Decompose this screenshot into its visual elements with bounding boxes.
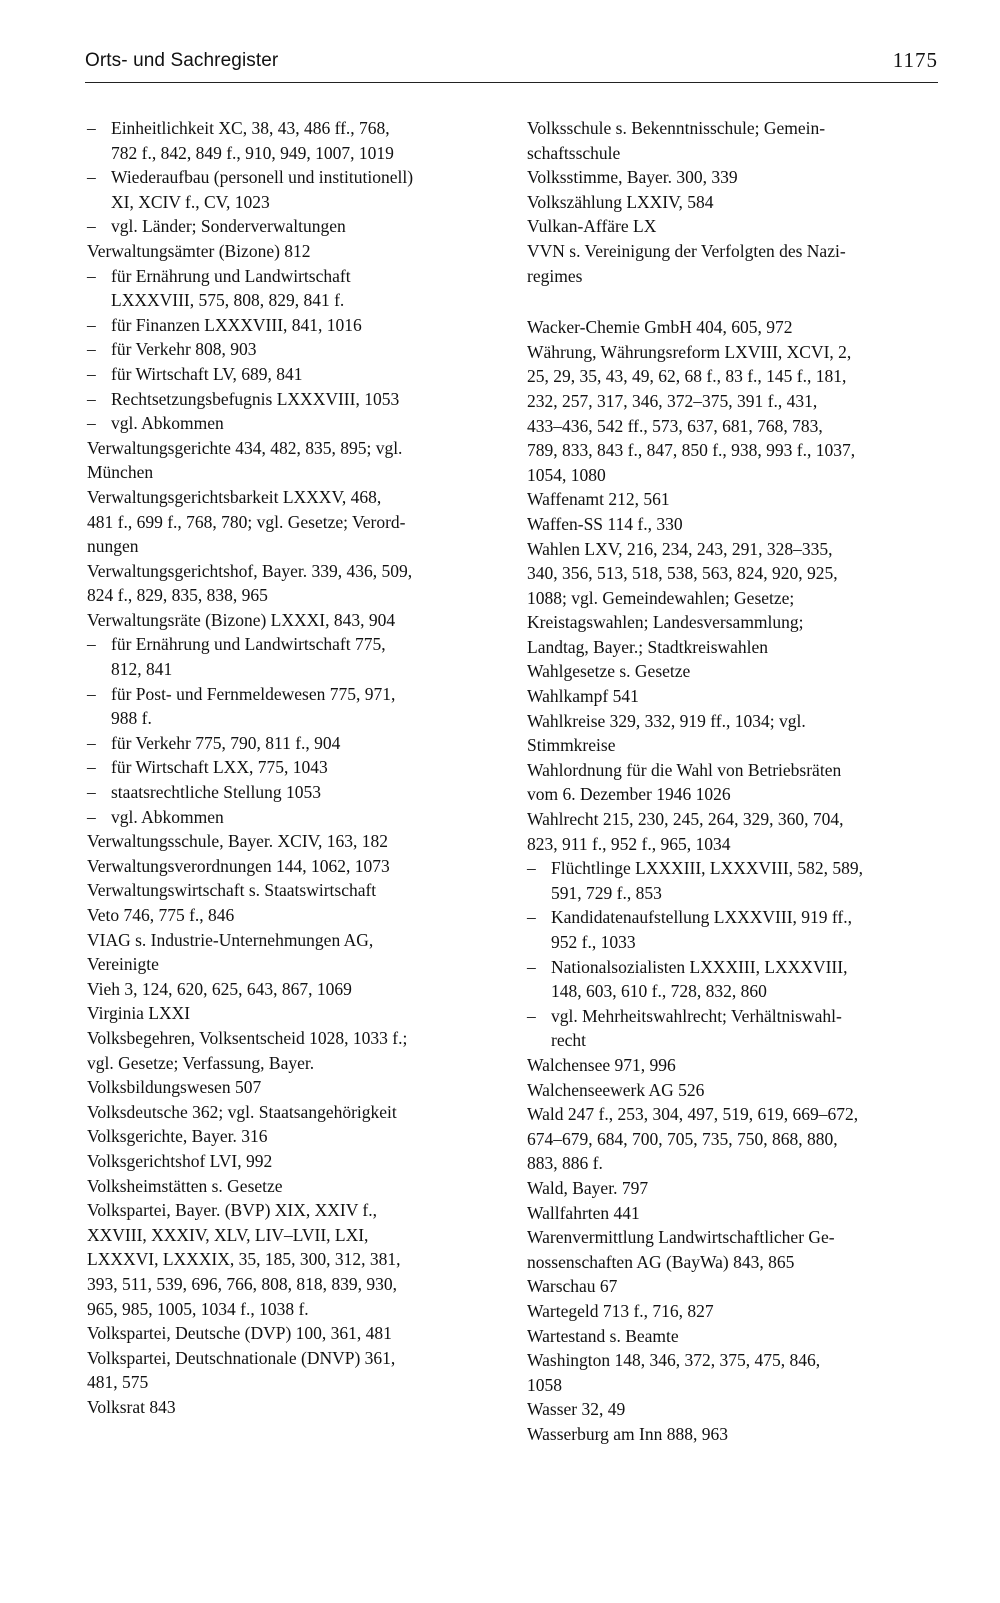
subentry-dash: – [87, 683, 96, 704]
index-entry-line: 823, 911 f., 952 f., 965, 1034 [527, 833, 731, 854]
index-entry-line: – Kandidatenaufstellung LXXXVIII, 919 ff., [551, 905, 942, 930]
index-entry-line: Wahlkreise 329, 332, 919 ff., 1034; vgl. [527, 710, 806, 731]
index-entry-line: Wasser 32, 49 [527, 1399, 626, 1420]
index-entry [87, 1198, 507, 1321]
index-entry-line: XXVIII, XXXIV, XLV, LIV–LVII, LXI, [87, 1224, 369, 1245]
index-entry-line: Warschau 67 [527, 1276, 618, 1297]
index-entry-line: Wahlen LXV, 216, 234, 243, 291, 328–335, [527, 538, 833, 559]
index-entry-line: Stimmkreise [527, 735, 616, 756]
index-entry-line: 674–679, 684, 700, 705, 735, 750, 868, 880, [527, 1128, 838, 1149]
index-entry-line: 824 f., 829, 835, 838, 965 [87, 585, 268, 606]
index-entry [527, 1299, 942, 1324]
index-entry [87, 903, 507, 928]
index-entry-line: regimes [527, 265, 583, 286]
index-entry-line: schaftsschule [527, 142, 621, 163]
index-entry [87, 854, 507, 879]
index-entry-line: Vulkan-Affäre LX [527, 216, 657, 237]
index-entry [527, 190, 942, 215]
index-entry-line: Washington 148, 346, 372, 375, 475, 846, [527, 1350, 821, 1371]
header-rule [85, 82, 938, 83]
index-entry [87, 1149, 507, 1174]
index-entry-line: Verwaltungsgerichtshof, Bayer. 339, 436, 509, [87, 560, 413, 581]
index-entry-line: 883, 886 f. [527, 1153, 603, 1174]
index-entry [527, 758, 942, 807]
index-entry-line: 965, 985, 1005, 1034 f., 1038 f. [87, 1298, 309, 1319]
subentry-dash: – [87, 806, 96, 827]
index-entry-line: 1088; vgl. Gemeindewahlen; Gesetze; [527, 587, 795, 608]
index-entry [527, 1053, 942, 1078]
page-number: 1175 [892, 48, 938, 72]
index-entry-line: – Wiederaufbau (personell und institutionell) [111, 165, 507, 190]
index-entry [527, 659, 942, 684]
subentry-dash: – [87, 265, 96, 286]
letter-section-gap [527, 288, 942, 315]
index-entry-line: Wasserburg am Inn 888, 963 [527, 1423, 728, 1444]
index-entry-line: XI, XCIV f., CV, 1023 [111, 191, 270, 212]
index-entry-line: – Rechtsetzungsbefugnis LXXXVIII, 1053 [111, 387, 507, 412]
index-subentry [87, 362, 507, 387]
index-subentry [87, 116, 507, 165]
index-entry [527, 315, 942, 340]
index-entry-line: – vgl. Abkommen [111, 805, 507, 830]
index-entry [527, 512, 942, 537]
index-entry-line: 952 f., 1033 [551, 932, 636, 952]
index-subentry [87, 214, 507, 239]
index-entry-line: Verwaltungsämter (Bizone) 812 [87, 240, 311, 261]
subentry-dash: – [87, 339, 96, 360]
index-entry-line: – für Wirtschaft LV, 689, 841 [111, 362, 507, 387]
index-entry [87, 559, 507, 608]
subentry-dash: – [527, 1005, 536, 1026]
subentry-dash: – [87, 314, 96, 335]
subentry-dash: – [87, 118, 96, 138]
index-entry-line: Vieh 3, 124, 620, 625, 643, 867, 1069 [87, 978, 352, 999]
subentry-dash: – [87, 757, 96, 778]
index-entry-line: Volksdeutsche 362; vgl. Staatsangehörigkeit [87, 1101, 397, 1122]
index-subentry [87, 805, 507, 830]
index-subentry [87, 387, 507, 412]
index-subentry [87, 632, 507, 681]
index-entry [527, 537, 942, 660]
index-entry [87, 436, 507, 485]
index-entry-line: Volkspartei, Bayer. (BVP) XIX, XXIV f., [87, 1200, 378, 1221]
index-entry [527, 1274, 942, 1299]
index-entry-line: – für Finanzen LXXXVIII, 841, 1016 [111, 313, 507, 338]
index-entry-line: 812, 841 [111, 659, 173, 680]
index-entry [527, 684, 942, 709]
index-entry [87, 1124, 507, 1149]
index-entry-line: – für Verkehr 808, 903 [111, 337, 507, 362]
index-entry-line: Wallfahrten 441 [527, 1202, 640, 1223]
index-entry [87, 1001, 507, 1026]
index-entry [87, 1100, 507, 1125]
index-entry-line: vom 6. Dezember 1946 1026 [527, 784, 731, 805]
index-entry [527, 239, 942, 288]
index-column-left [87, 116, 507, 1419]
index-entry-line: Walchenseewerk AG 526 [527, 1079, 705, 1100]
index-subentry [87, 411, 507, 436]
subentry-dash: – [87, 782, 96, 803]
index-entry-line: 789, 833, 843 f., 847, 850 f., 938, 993 f., 1037, [527, 440, 856, 461]
index-entry-line: Virginia LXXI [87, 1003, 191, 1024]
index-entry-line: Volksstimme, Bayer. 300, 339 [527, 167, 738, 188]
index-entry [87, 928, 507, 977]
index-entry-line: Verwaltungswirtschaft s. Staatswirtschaft [87, 880, 377, 901]
index-subentry [527, 1004, 942, 1053]
index-entry-line: Volksschule s. Bekenntnisschule; Gemein- [527, 118, 826, 138]
index-entry-line: 393, 511, 539, 696, 766, 808, 818, 839, 930, [87, 1273, 397, 1294]
index-subentry [87, 337, 507, 362]
index-entry [87, 1174, 507, 1199]
index-entry [527, 709, 942, 758]
index-entry [527, 116, 942, 165]
index-entry-line: Volkspartei, Deutsche (DVP) 100, 361, 481 [87, 1323, 392, 1344]
index-entry [87, 1075, 507, 1100]
index-subentry [527, 856, 942, 905]
index-subentry [527, 955, 942, 1004]
index-entry-line: Verwaltungsschule, Bayer. XCIV, 163, 182 [87, 831, 389, 852]
index-entry [87, 878, 507, 903]
index-subentry [87, 264, 507, 313]
index-entry [527, 1078, 942, 1103]
index-entry-line: LXXXVIII, 575, 808, 829, 841 f. [111, 290, 345, 311]
index-entry-line: 591, 729 f., 853 [551, 882, 662, 903]
index-entry-line: Waffenamt 212, 561 [527, 489, 670, 510]
index-entry-line: Wald, Bayer. 797 [527, 1177, 649, 1198]
index-entry [527, 1225, 942, 1274]
index-subentry [87, 165, 507, 214]
index-entry [87, 1346, 507, 1395]
index-entry [527, 1324, 942, 1349]
index-entry-line: Verwaltungsverordnungen 144, 1062, 1073 [87, 855, 390, 876]
index-entry [87, 608, 507, 633]
index-entry-line: 232, 257, 317, 346, 372–375, 391 f., 431, [527, 390, 818, 411]
index-entry-line: vgl. Gesetze; Verfassung, Bayer. [87, 1052, 315, 1073]
subentry-dash: – [527, 956, 536, 977]
index-subentry [527, 905, 942, 954]
subentry-dash: – [87, 363, 96, 384]
index-entry-line: Verwaltungsgerichte 434, 482, 835, 895; vgl. [87, 437, 403, 458]
index-entry-line: Volksrat 843 [87, 1396, 176, 1417]
index-entry-line: Wahlgesetze s. Gesetze [527, 661, 691, 682]
index-entry-line: 481, 575 [87, 1372, 149, 1393]
index-entry-line: – staatsrechtliche Stellung 1053 [111, 780, 507, 805]
index-entry-line: Verwaltungsräte (Bizone) LXXXI, 843, 904 [87, 609, 396, 630]
index-entry-line: Volkszählung LXXIV, 584 [527, 191, 714, 212]
index-subentry [87, 731, 507, 756]
index-entry-line: Volksgerichte, Bayer. 316 [87, 1126, 268, 1147]
index-entry-line: nossenschaften AG (BayWa) 843, 865 [527, 1251, 795, 1272]
index-entry-line: nungen [87, 536, 139, 557]
index-entry [87, 977, 507, 1002]
subentry-dash: – [87, 388, 96, 409]
index-column-right [527, 116, 942, 1446]
index-entry [87, 829, 507, 854]
index-entry-line: 1058 [527, 1374, 562, 1395]
index-subentry [87, 755, 507, 780]
index-entry [527, 165, 942, 190]
index-entry-line: Währung, Währungsreform LXVIII, XCVI, 2, [527, 341, 852, 362]
index-entry-line: Wahlrecht 215, 230, 245, 264, 329, 360, 704, [527, 809, 844, 830]
index-entry [87, 239, 507, 264]
index-entry-line: 148, 603, 610 f., 728, 832, 860 [551, 981, 767, 1002]
subentry-dash: – [527, 858, 536, 879]
index-entry-line: 782 f., 842, 849 f., 910, 949, 1007, 1019 [111, 142, 394, 163]
index-entry [527, 1397, 942, 1422]
subentry-dash: – [87, 732, 96, 753]
index-entry-line: Volksgerichtshof LVI, 992 [87, 1150, 273, 1171]
index-entry-line: Landtag, Bayer.; Stadtkreiswahlen [527, 636, 769, 657]
index-entry [527, 1176, 942, 1201]
index-entry [527, 1102, 942, 1176]
index-entry [87, 485, 507, 559]
index-entry-line: 340, 356, 513, 518, 538, 563, 824, 920, 925, [527, 563, 838, 584]
index-entry-line: Volksheimstätten s. Gesetze [87, 1175, 283, 1196]
subentry-dash: – [87, 167, 96, 188]
index-entry [527, 1348, 942, 1397]
index-entry-line: – für Post- und Fernmeldewesen 775, 971, [111, 682, 507, 707]
index-entry [527, 214, 942, 239]
running-head-title: Orts- und Sachregister [85, 50, 279, 71]
index-entry-line: Wartegeld 713 f., 716, 827 [527, 1300, 714, 1321]
index-entry-line: Volkspartei, Deutschnationale (DNVP) 361, [87, 1347, 396, 1368]
index-subentry [87, 313, 507, 338]
index-entry-line: Warenvermittlung Landwirtschaftlicher Ge- [527, 1227, 835, 1248]
index-entry-line: Wartestand s. Beamte [527, 1325, 679, 1346]
index-entry-line: Volksbegehren, Volksentscheid 1028, 1033 f.; [87, 1027, 408, 1048]
index-entry [87, 1026, 507, 1075]
index-entry-line: – Nationalsozialisten LXXXIII, LXXXVIII, [551, 955, 942, 980]
index-entry-line: Wahlkampf 541 [527, 686, 639, 707]
index-entry-line: recht [551, 1030, 586, 1051]
index-entry-line: – vgl. Abkommen [111, 411, 507, 436]
index-entry-line: Wahlordnung für die Wahl von Betriebsräten [527, 759, 842, 780]
index-entry-line: München [87, 462, 154, 483]
index-section-w [527, 315, 942, 1446]
index-entry-line: 988 f. [111, 708, 152, 729]
index-subentry [87, 780, 507, 805]
index-subentry [87, 682, 507, 731]
index-entry-line: Waffen-SS 114 f., 330 [527, 513, 683, 534]
index-entry-line: – Flüchtlinge LXXXIII, LXXXVIII, 582, 589, [551, 856, 942, 881]
index-entry-line: – für Ernährung und Landwirtschaft 775, [111, 632, 507, 657]
page-header [85, 48, 938, 80]
index-entry-line: – für Verkehr 775, 790, 811 f., 904 [111, 731, 507, 756]
index-entry-line: – vgl. Mehrheitswahlrecht; Verhältniswahl- [551, 1004, 942, 1029]
index-entry [527, 487, 942, 512]
index-entry-line: 25, 29, 35, 43, 49, 62, 68 f., 83 f., 145 f., 181, [527, 366, 847, 387]
index-entry-line: – vgl. Länder; Sonderverwaltungen [111, 214, 507, 239]
index-entry [87, 1321, 507, 1346]
index-entry-line: Volksbildungswesen 507 [87, 1077, 262, 1098]
index-entry-line: Veto 746, 775 f., 846 [87, 905, 235, 925]
index-entry-line: Wacker-Chemie GmbH 404, 605, 972 [527, 317, 793, 338]
index-entry-line: 481 f., 699 f., 768, 780; vgl. Gesetze; Verord- [87, 511, 406, 532]
index-entry-line: Vereinigte [87, 954, 159, 975]
index-entry [527, 1422, 942, 1447]
index-entry-line: Verwaltungsgerichtsbarkeit LXXXV, 468, [87, 486, 382, 507]
subentry-dash: – [87, 413, 96, 434]
index-entry-line: Walchensee 971, 996 [527, 1054, 676, 1075]
index-section-v [527, 116, 942, 288]
index-entry-line: – Einheitlichkeit XC, 38, 43, 486 ff., 768, [111, 116, 507, 141]
index-entry [527, 1201, 942, 1226]
subentry-dash: – [87, 216, 96, 237]
index-entry [527, 340, 942, 488]
index-entry-line: – für Ernährung und Landwirtschaft [111, 264, 507, 289]
index-entry-line: VVN s. Vereinigung der Verfolgten des Nazi- [527, 240, 846, 261]
subentry-dash: – [527, 907, 536, 928]
index-entry-line: – für Wirtschaft LXX, 775, 1043 [111, 755, 507, 780]
index-entry-line: Wald 247 f., 253, 304, 497, 519, 619, 669–672, [527, 1104, 859, 1125]
index-entry [527, 807, 942, 856]
index-entry-line: Kreistagswahlen; Landesversammlung; [527, 612, 804, 633]
index-entry-line: LXXXVI, LXXXIX, 35, 185, 300, 312, 381, [87, 1249, 401, 1270]
index-entry [87, 1395, 507, 1420]
index-entry-line: 433–436, 542 ff., 573, 637, 681, 768, 783, [527, 415, 823, 436]
subentry-dash: – [87, 634, 96, 655]
index-entry-line: VIAG s. Industrie-Unternehmungen AG, [87, 929, 374, 950]
index-entry-line: 1054, 1080 [527, 464, 606, 485]
